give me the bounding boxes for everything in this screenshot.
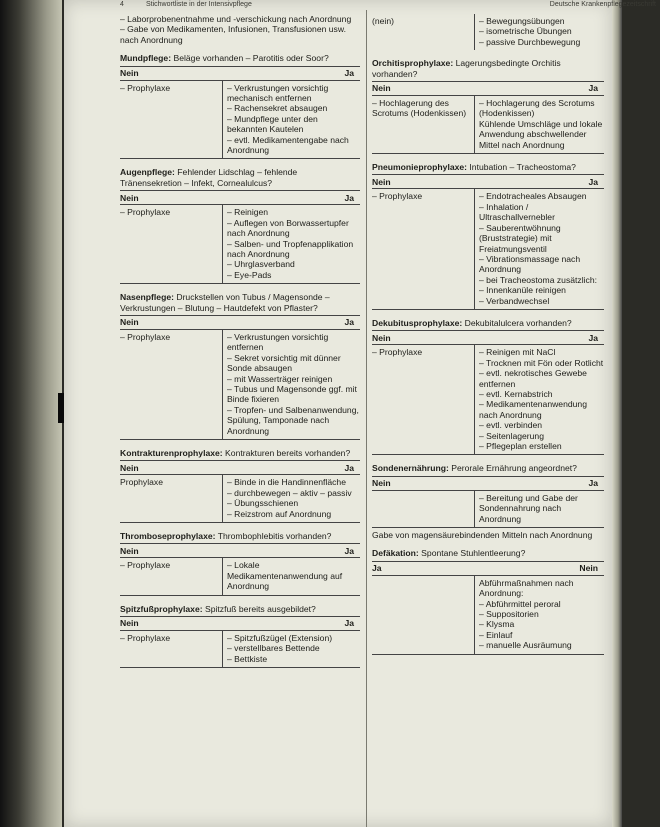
column-header-right: Nein — [579, 563, 598, 574]
column-header-right: Ja — [344, 67, 354, 78]
block-title — [372, 58, 604, 79]
block-title-bold: Augenpflege: — [120, 167, 175, 178]
row-left-cell: – Prophylaxe — [120, 330, 223, 439]
decision-table — [372, 330, 604, 455]
block-title — [120, 604, 360, 614]
checklist-block — [372, 463, 604, 540]
block-title-question: Kontrakturen bereits vorhanden? — [222, 448, 351, 458]
column-divider — [366, 10, 367, 827]
table-row — [120, 81, 360, 159]
column-header-left: Ja — [372, 563, 382, 574]
column-header-left: Nein — [120, 317, 139, 328]
checklist-block — [372, 58, 604, 154]
block-title-bold: Pneumonieprophylaxe: — [372, 162, 468, 173]
row-right-cell: – Hochlagerung des Scrotums (Hodenkissen) Kühlende Umschläge und lokale Anwendung abschwellender Mittel nach Anordnung — [479, 98, 603, 150]
left-column — [120, 14, 360, 668]
column-header-right: Ja — [344, 317, 354, 328]
table-header — [372, 562, 604, 576]
block-title-bold: Sondenernährung: — [372, 463, 449, 474]
row-right-cell: – Reinigen – Auflegen von Borwassertupfer nach Anordnung – Salben- und Tropfenapplikation nach Anordnung – Uhrglasverband – Eye-Pads — [227, 207, 354, 280]
column-header-right: Ja — [344, 545, 354, 556]
row-left-cell: – Prophylaxe — [120, 558, 223, 594]
decision-table — [120, 66, 360, 160]
table-row — [120, 205, 360, 283]
right-intro — [372, 14, 604, 50]
column-header-left: Nein — [372, 176, 391, 187]
decision-table — [372, 476, 604, 528]
checklist-block — [372, 548, 604, 654]
row-left-cell: Prophylaxe — [120, 475, 223, 522]
table-header — [372, 477, 604, 491]
book-right-edge — [612, 0, 622, 827]
decision-table — [372, 81, 604, 154]
column-header-left: Nein — [372, 332, 391, 343]
table-header — [372, 175, 604, 189]
column-header-left: Nein — [372, 83, 391, 94]
row-left-cell — [372, 491, 475, 527]
block-title — [372, 463, 604, 473]
block-title-bold: Nasenpflege: — [120, 292, 174, 303]
block-title — [120, 448, 360, 458]
right-column — [372, 14, 604, 655]
column-header-left: Nein — [120, 67, 139, 78]
row-right-cell: – Binde in die Handinnenfläche – durchbewegen – aktiv – passiv – Übungsschienen – Reizstrom auf Anordnung — [227, 477, 352, 519]
table-row — [372, 96, 604, 153]
table-header — [372, 82, 604, 96]
column-header-right: Ja — [344, 462, 354, 473]
right-intro-right: – Bewegungsübungen – isometrische Übungen – passive Durchbewegung — [479, 16, 581, 47]
table-header — [120, 461, 360, 475]
table-header — [120, 617, 360, 631]
decision-table — [372, 561, 604, 655]
checklist-block — [120, 531, 360, 596]
decision-table — [120, 315, 360, 440]
block-title — [372, 318, 604, 328]
block-title — [372, 548, 604, 558]
block-title-bold: Thromboseprophylaxe: — [120, 531, 216, 542]
table-row — [120, 330, 360, 439]
block-title-question: Druckstellen von Tubus / Magensonde – Verkrustungen – Blutung – Hautdefekt von Pflaster? — [120, 292, 330, 313]
table-header — [120, 316, 360, 330]
block-note: Gabe von magensäurebindenden Mitteln nach Anordnung — [372, 530, 593, 541]
table-row — [120, 558, 360, 594]
table-row — [372, 576, 604, 654]
block-title-bold: Defäkation: — [372, 548, 419, 559]
block-title-bold: Dekubitusprophylaxe: — [372, 317, 463, 328]
row-left-cell: – Prophylaxe — [120, 205, 223, 283]
block-title-bold: Spitzfußprophylaxe: — [120, 603, 203, 614]
block-title-question: Spitzfuß bereits ausgebildet? — [202, 603, 316, 614]
block-title — [120, 292, 360, 313]
running-header — [120, 0, 660, 10]
block-title-question: Beläge vorhanden – Parotitis oder Soor? — [171, 53, 329, 64]
column-header-right: Ja — [588, 83, 598, 94]
column-header-right: Ja — [344, 192, 354, 203]
checklist-block — [120, 604, 360, 669]
table-row — [372, 345, 604, 454]
decision-table — [120, 543, 360, 595]
block-title-bold: Mundpflege: — [120, 53, 172, 64]
block-title-bold: Orchitisprophylaxe: — [372, 58, 454, 69]
checklist-block — [372, 162, 604, 310]
column-header-left: Nein — [120, 192, 139, 203]
table-header — [372, 331, 604, 345]
column-header-right: Ja — [344, 618, 354, 629]
block-title-question: Perorale Ernährung angeordnet? — [448, 463, 577, 474]
row-right-cell: – Verkrustungen vorsichtig mechanisch entfernen – Rachensekret absaugen – Mundpflege unter den bekannten Kautelen – evtl. Medikamentengabe nach Anordnung — [227, 82, 349, 156]
block-title — [120, 167, 360, 188]
checklist-block — [372, 318, 604, 455]
block-title — [120, 531, 360, 541]
table-row — [372, 189, 604, 308]
checklist-block — [120, 167, 360, 284]
row-left-cell: – Prophylaxe — [120, 631, 223, 667]
table-header — [120, 191, 360, 205]
table-row — [120, 475, 360, 522]
row-left-cell: – Prophylaxe — [372, 189, 475, 308]
decision-table — [372, 174, 604, 309]
page-number: 4 — [120, 1, 124, 8]
row-right-cell: Abführmaßnahmen nach Anordnung: – Abführmittel peroral – Suppositorien – Klysma – Einlauf – manuelle Ausräumung — [479, 577, 574, 651]
row-left-cell: – Hochlagerung des Scrotums (Hodenkissen) — [372, 96, 475, 153]
block-title-question: Dekubitalulcera vorhanden? — [462, 317, 572, 328]
checklist-block — [120, 53, 360, 159]
row-right-cell: – Verkrustungen vorsichtig entfernen – Sekret vorsichtig mit dünner Sonde absaugen – mit Wasserträger reinigen – Tubus und Magensonde ggf. mit Binde fixieren – Tropfen- und Salbenanwendung, Spülung, Tamponade nach Anordnung — [227, 331, 359, 436]
row-right-cell: – Lokale Medikamentenanwendung auf Anordnung — [227, 560, 343, 592]
column-header-right: Ja — [588, 332, 598, 343]
block-title-question: Intubation – Tracheostoma? — [467, 162, 576, 173]
column-header-right: Ja — [588, 176, 598, 187]
row-right-cell: – Endotracheales Absaugen – Inhalation / Ultraschallvernebler – Sauberentwöhnung (Bruststrategie) mit Freiatmungsventil – Vibrationsmassage nach Anordnung – bei Tracheostoma zusätzlich: – Innenkanüle reinigen – Verbandwechsel — [479, 191, 597, 306]
block-title-question: Thrombophlebitis vorhanden? — [215, 531, 332, 542]
table-row — [372, 491, 604, 527]
block-title — [372, 162, 604, 172]
row-right-cell: – Reinigen mit NaCl – Trocknen mit Fön oder Rotlicht – evtl. nekrotisches Gewebe entfernen – evtl. Kernabstrich – Medikamentenanwendung nach Anordnung – evtl. verbinden – Seitenlagerung – Pflegeplan erstellen — [479, 347, 604, 451]
decision-table — [120, 460, 360, 523]
block-title-bold: Kontrakturenprophylaxe: — [120, 448, 223, 458]
block-title-question: Lagerungsbedingte Orchitis vorhanden? — [372, 58, 561, 79]
header-right-title: Deutsche Krankenpflegezeitschrift — [549, 1, 656, 8]
table-row — [120, 631, 360, 667]
table-header — [120, 544, 360, 558]
row-left-cell: – Prophylaxe — [372, 345, 475, 454]
header-left-title: Stichwortliste in der Intensivpflege — [146, 1, 252, 8]
column-header-left: Nein — [120, 618, 139, 629]
checklist-block — [120, 448, 360, 523]
block-title-question: Spontane Stuhlentleerung? — [418, 548, 526, 559]
row-right-cell: – Bereitung und Gabe der Sondennahrung nach Anordnung — [479, 492, 578, 524]
left-intro: – Laborprobenentnahme und -verschickung nach Anordnung – Gabe von Medikamenten, Infusionen, Transfusionen usw. nach Anordnung — [120, 14, 352, 45]
book-spine-edge — [0, 0, 62, 827]
decision-table — [120, 616, 360, 668]
right-intro-left: (nein) — [372, 14, 475, 50]
row-right-cell: – Spitzfußzügel (Extension) – verstellbares Bettende – Bettkiste — [227, 633, 333, 664]
column-header-left: Nein — [372, 478, 391, 489]
column-header-left: Nein — [120, 545, 139, 556]
column-header-left: Nein — [120, 462, 139, 473]
table-header — [120, 67, 360, 81]
row-left-cell: – Prophylaxe — [120, 81, 223, 159]
block-title — [120, 53, 360, 63]
row-left-cell — [372, 576, 475, 654]
block-title-question: Fehlender Lidschlag – fehlende Tränensekretion – Infekt, Cornealulcus? — [120, 167, 298, 188]
checklist-block — [120, 292, 360, 440]
column-header-right: Ja — [588, 478, 598, 489]
decision-table — [120, 190, 360, 284]
